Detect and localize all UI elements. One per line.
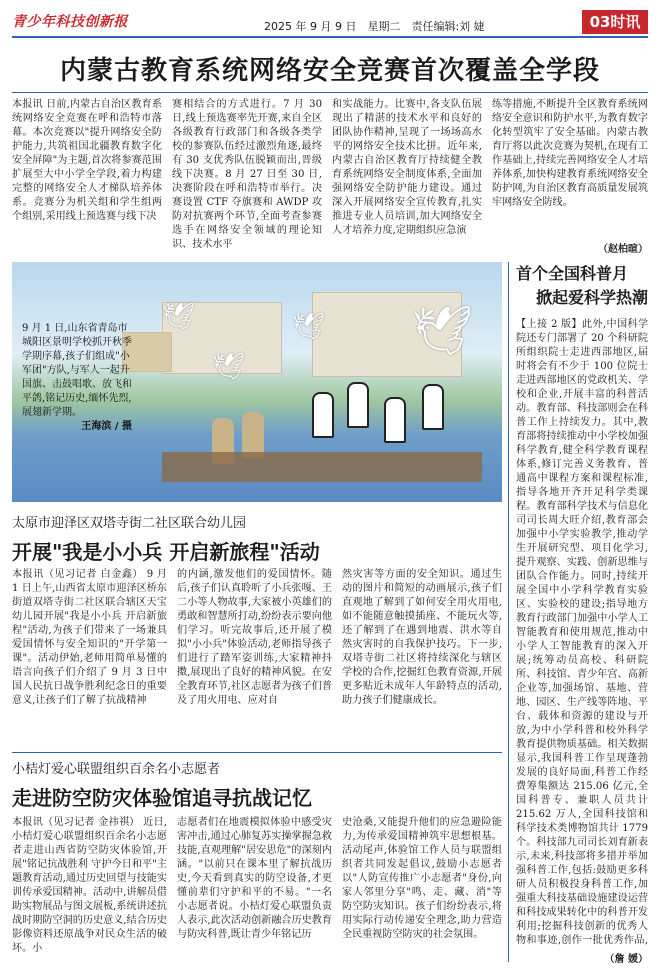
lead-headline: 内蒙古教育系统网络安全竞赛首次覆盖全学段 xyxy=(59,56,600,86)
sidebar-headline-line-1: 首个全国科普月 xyxy=(516,264,629,283)
photo-caption xyxy=(22,322,132,434)
lead-column-3: 和实战能力。比赛中,各支队伍展现出了精湛的技术水平和良好的团队协作精神,呈现了一场场高水平的网络安全技术比拼。近年来,内蒙古自治区教育厅持续健全教育系统网络安全制度体系,全面加强网络安全防护能力建设。通过深入开展网络安全宣传教育,扎实推进专业人员培训,加大网络安全人才培养力度,定期组织应急演 xyxy=(332,99,482,236)
dateline: 2025 年 9 月 9 日 星期二 责任编辑:刘 婕 xyxy=(264,20,485,33)
story2-column-3: 然灾害等方面的安全知识。通过生动的图片和简短的动画展示,孩子们直观地了解到了如何安全用火用电,如不能随意触摸插座、不能玩火等,还了解到了在遇到地震、洪水等自然灾害时的自我保护技巧。下一步,双塔寺街二社区将持续深化与辖区学校的合作,挖掘红色教育资源,开展更多贴近未成年人年龄特点的活动,助力孩子们健康成长。 xyxy=(342,569,502,706)
headline-rule xyxy=(12,92,648,93)
section-badge: 03时讯 xyxy=(582,10,648,34)
paper-logo: 青少年科技创新报 xyxy=(12,14,128,30)
story3-headline: 走进防空防灾体验馆追寻抗战记忆 xyxy=(12,786,312,810)
story2-column-1: 本报讯（见习记者 白金鑫） 9 月 1 日上午,山西省太原市迎泽区桥东街道双塔寺街二社区联合辖区天宝幼儿园开展"我是小小兵 开启新旅程"活动,为孩子们带来了一场兼具爱国情怀与安全知识的"开学第一课"。活动伊始,老师用简单易懂的语言向孩子们介绍了 9 月 3 日中国人民抗日战争胜利纪念日的重要意义,让孩子们了解了抗战精神 xyxy=(12,569,167,706)
lead-column-4: 练等措施,不断提升全区教育系统网络安全意识和防护水平,为教育数字化转型筑牢了安全基础。内蒙古教育厅将以此次竞赛为契机,在现有工作基础上,持续完善网络安全人才培养体系,加快构建教育系统网络安全防护网,为自治区教育高质量发展筑牢网络安全防线。 xyxy=(492,99,648,208)
photo-credit: 王海滨 / 摄 xyxy=(81,421,132,432)
sidebar-headline-line-2: 掀起爱科学热潮 xyxy=(535,288,648,307)
lead-column-1: 本报讯 日前,内蒙古自治区教育系统网络安全竞赛在呼和浩特市落幕。本次竞赛以"提升网络安全防护能力,共筑祖国北疆教育数字化安全屏障"为主题,首次将参赛范围扩展至大中小学全学段,着力构建完整的网络安全人才梯队培养体系。竞赛分为机关组和学生组两个组别,采用线上预选赛与线下决 xyxy=(12,99,162,222)
sidebar-header xyxy=(516,262,648,310)
story3-column-3: 史沧桑,又能提升他们的应急避险能力,为传承爱国精神筑牢思想根基。活动尾声,体验馆工作人员与联盟组织者共同发起倡议,鼓励小志愿者以"人防宣传推广小志愿者"身份,向家人邻里分享"鸣、走、藏、消"等防空防灾知识。孩子们纷纷表示,将用实际行动传递安全理念,助力营造全民重视防空防灾的社会氛围。 xyxy=(342,817,502,940)
story3-column-2: 志愿者们在地震模拟体验中感受灾害冲击,通过心肺复苏实操掌握急救技能,直观理解"居安思危"的深刻内涵。"以前只在课本里了解抗战历史,今天看到真实的防空设备,才更懂前辈们守护和平的不易。"一名小志愿者说。小桔灯爱心联盟负责人表示,此次活动创新融合历史教育与防灾科普,既让青少年铭记历 xyxy=(177,817,332,940)
masthead xyxy=(12,8,648,38)
sidebar-text: 【上接 2 版】此外,中国科学院还专门部署了 20 个科研院所组织院士走进西部地区,届时将会有不少于 100 位院士走进西部地区的党政机关、学校和企业,开展丰富的科普活动。教育部、科技部则会在科普工作上持续发力。其中,教育部将持续推动中小学校加强科学教育,健全科学教育课程体系,修订完善义务教育、普通高中课程方案和课程标准,指导各地开齐开足科学类课程。教育部科学技术与信息化司司长周大旺介绍,教育部会加强中小学实验教学,推动学生开展研究型、项目化学习,提升观察、实践、创新思维与团队合作能力。同时,持续开展全国中小学科学教育实验区、实验校的建设;指导地方教育行政部门加强中小学人工智能教育和使用规范,推动中小学人工智能教育的深入开展;统筹动员高校、科研院所、科技馆、青少年宫、高新企业等,加强场馆、基地、营地、园区、生产线等阵地、平台、载体和资源的建设与开放,为中小学科普和校外科学教育提供物质基础。相关数据显示,我国科普工作呈现蓬勃发展的良好局面,科普工作经费筹集额达 215.06 亿元,全国科普专、兼职人员共计 215.62 万人,全国科技馆和科学技术类博物馆共计 1779 个。科技部九司司长刘育新表示,未来,科技部将多措并举加强科普工作,包括:鼓励更多科研人员积极投身科普工作,加强重大科技基础设施建设运营和科技成果转化中的科普开发利用;挖掘科技创新的优秀人物和事迹,创作一批优秀作品, xyxy=(516,319,648,946)
story3-column-1: 本报讯（见习记者 金祎祺） 近日,小桔灯爱心联盟组织百余名小志愿者走进山西省防空防灾体验馆,开展"铭记抗战胜利 守护今日和平"主题教育活动,通过历史回望与技能实训传承爱国精神。活动中,讲解员借助实物展品与图文展板,系统讲述抗战时期防空洞的历史意义,结合历史影像资料还原战争对民众生活的破坏。小 xyxy=(12,817,167,954)
lead-byline: （赵柏暄） xyxy=(598,244,648,255)
sidebar-divider xyxy=(508,262,509,962)
news-photo: 🕊︎ 🕊︎ 🕊︎ 🕊︎ xyxy=(12,262,502,502)
story2-headline: 开展"我是小小兵 开启新旅程"活动 xyxy=(12,540,320,564)
photo-caption-text: 9 月 1 日,山东省青岛市城阳区景明学校抓开秋季学期序幕,孩子们组成"小军团"方队,与军人一起升国旗、击鼓唱歌、放飞和平鸽,铭记历史,缅怀先烈,展翅新学期。 xyxy=(22,323,132,418)
story-divider xyxy=(12,752,502,753)
sidebar-byline: （詹 媛） xyxy=(604,954,648,965)
story2-kicker: 太原市迎泽区双塔寺街二社区联合幼儿园 xyxy=(12,516,247,531)
story3-kicker: 小桔灯爱心联盟组织百余名小志愿者 xyxy=(12,762,221,777)
story2-column-2: 的内涵,激发他们的爱国情怀。随后,孩子们认真聆听了小兵张嘎、王二小等人物故事,大家被小英雄们的勇敢和智慧所打动,纷纷表示要向他们学习。听完故事后,还开展了模拟"小小兵"体验活动,老师指导孩子们进行了踏军姿训练,大家精神抖擞,展现出了良好的精神风貌。在安全教育环节,社区志愿者为孩子们普及了用火用电、应对自 xyxy=(177,569,332,706)
lead-column-2: 赛相结合的方式进行。7 月 30 日,线上预选赛率先开赛,来自全区各级教育行政部门和各级各类学校的参赛队伍经过激烈角逐,最终有 30 支优秀队伍脱颖而出,晋级线下决赛。8 月 27 日至 30 日,决赛阶段在呼和浩特市举行。决赛设置 CTF 夺旗赛和 AWDP 攻防对抗赛两个环节,全面考查参赛选手在网络安全领域的理论知识、技术水平 xyxy=(172,99,322,250)
